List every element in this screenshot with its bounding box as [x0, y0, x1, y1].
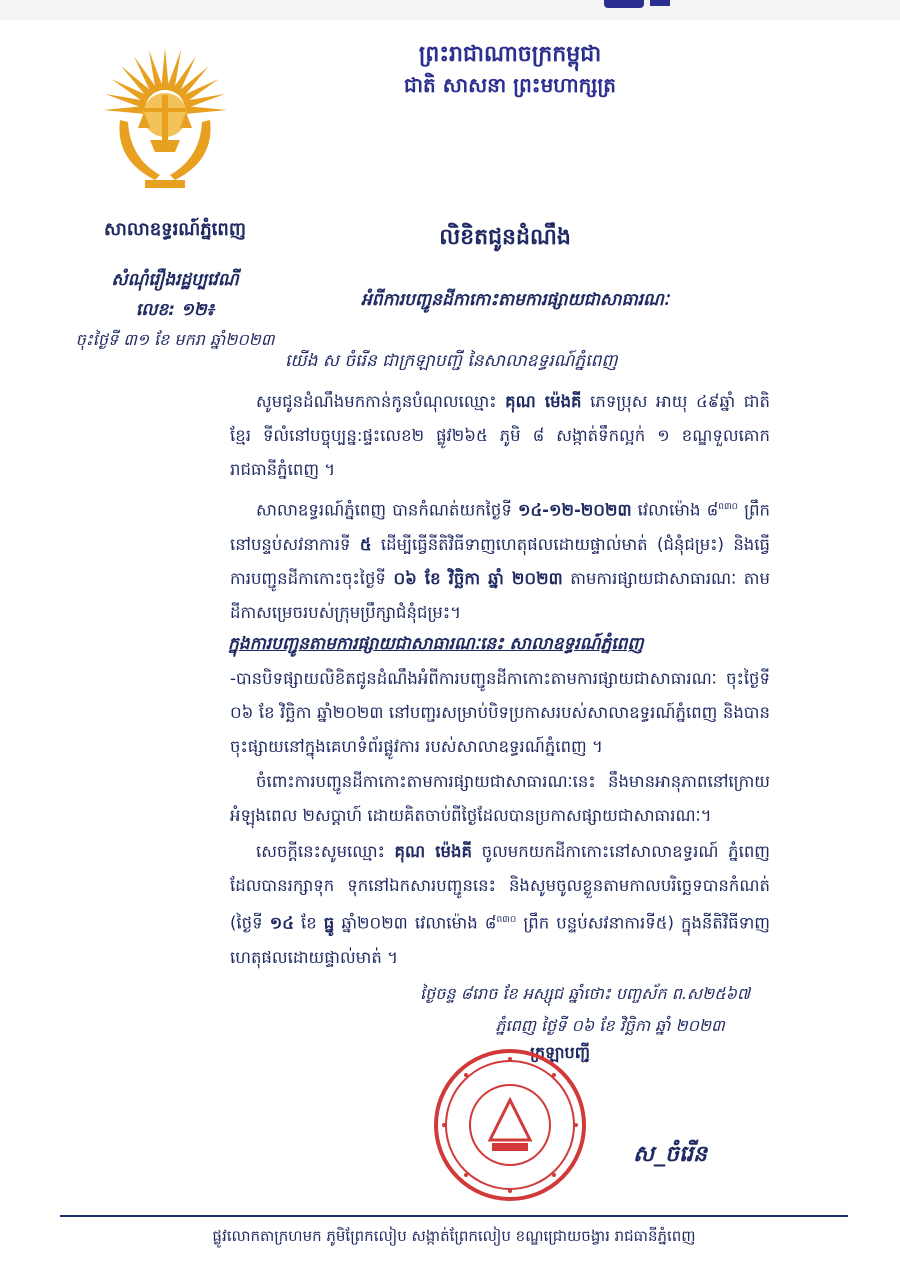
p5-text-d: ឆ្នាំ២០២៣ វេលាម៉ោង ៨ [334, 913, 497, 933]
p1-text-a: សូមជូនដំណឹងមកកាន់កូនបំណុលឈ្មោះ [256, 392, 506, 411]
p2-text-e: តាមការផ្សាយជាសាធារណៈ តាមដីកាសម្រេចរបស់ក្រុមប្រឹក្សាជំនុំជម្រះ។ [230, 568, 770, 622]
lunar-date: ថ្ងៃចន្ទ ៨រោច ខែ អស្សុជ ឆ្នាំថោះ បញ្ចស័ក ព.ស២៥៦៧ [420, 984, 751, 1003]
document-title: លិខិតជូនដំណឹង [439, 225, 571, 250]
paragraph-posting: -បានបិទផ្សាយលិខិតជូនដំណឹងអំពីការបញ្ជូនដីកាកោះតាមការផ្សាយជាសាធារណៈ ចុះថ្ងៃទី ០៦ ខែ វិច្ឆិកា ឆ្នាំ២០២៣ នៅបញ្ជរសម្រាប់បិទប្រកាសរបស់សាលាឧទ្ធរណ៍ភ្នំពេញ និងបានចុះផ្សាយនៅក្នុងគេហទំព័រផ្លូវការ របស់សាលាឧទ្ធរណ៍ភ្នំពេញ ។ [230, 669, 770, 756]
p2-text-a: សាលាឧទ្ធរណ៍ភ្នំពេញ បានកំណត់យកថ្ងៃទី [256, 500, 518, 520]
p2-hearing-date: ១៤-១២-២០២៣ [517, 500, 632, 520]
p5-text-e: ព្រឹក បន្ទប់សវនាការទី៥) ក្នុងនីតិវិធីទាញហេតុផលដោយផ្ទាល់មាត់ ។ [230, 913, 770, 967]
p5-text-c: ខែ [293, 913, 324, 933]
place-date: ភ្នំពេញ ថ្ងៃទី ០៦ ខែ វិច្ឆិកា ឆ្នាំ ២០២៣ [495, 1016, 725, 1035]
p2-room: ៥ [359, 534, 372, 554]
p2-time-sup: ព៣០ [718, 502, 739, 512]
p5-day: ១៤ [269, 913, 294, 933]
signature-name: ស_ចំរើន [633, 1142, 707, 1167]
issuer-block [70, 215, 280, 245]
paragraph-notice [230, 385, 770, 487]
p1-debtor-name: គុណ ម៉េងគី [505, 392, 582, 411]
issuer-date: ចុះថ្ងៃទី ៣១ ខែ មករា ឆ្នាំ២០២៣ [75, 330, 275, 349]
footer-address: ផ្លូវលោកតាក្រហមក ភូមិព្រែកលៀប សង្កាត់ព្រែកលៀប ខណ្ឌជ្រោយចង្វារ រាជធានីភ្នំពេញ [212, 1227, 696, 1245]
p5-text-a: សេចក្តីនេះសូមឈ្មោះ [256, 842, 395, 861]
issuer-details [70, 265, 280, 355]
document-subject: អំពីការបញ្ជូនដីកាកោះតាមការផ្សាយជាសាធារណៈ [360, 290, 669, 310]
signer-role: ក្រឡាបញ្ជី [530, 1043, 590, 1062]
p5-text-b: ចូលមកយកដីកាកោះនៅសាលាឧទ្ធរណ៍ ភ្នំពេញដែលបានរក្សាទុក ទុកនៅឯកសារបញ្ជូននេះ និងសូមចូលខ្លួនតាមកាលបរិច្ឆេទបានកំណត់ (ថ្ងៃទី [230, 842, 770, 933]
kingdom-motto: ជាតិ សាសនា ព្រះមហាក្សត្រ [404, 73, 616, 97]
salutation: យើង ស ចំរើន ជាក្រឡាបញ្ជី នៃសាលាឧទ្ធរណ៍ភ្នំពេញ [285, 351, 618, 371]
section-heading: ក្នុងការបញ្ជូនតាមការផ្សាយជាសាធារណៈនេះ សាលាឧទ្ធរណ៍ភ្នំពេញ [228, 634, 644, 654]
court-emblem-icon [100, 40, 230, 200]
p1-text-b: ភេទប្រុស អាយុ ៤៩ឆ្នាំ ជាតិខ្មែរ ទីលំនៅបច្ចុប្បន្ន:ផ្ទះលេខ២ ផ្លូវ២៦៥ ភូមិ ៨ សង្កាត់ទឹកល្អក់ ១ ខណ្ឌទួលគោក រាជធានីភ្នំពេញ ។ [230, 392, 770, 479]
paragraph-summons [230, 835, 770, 975]
paragraph-hearing [230, 490, 770, 630]
p2-text-c: ព្រឹក នៅបន្ទប់សវនាការទី [230, 500, 771, 554]
kingdom-header [360, 40, 660, 100]
p2-text-b: វេលាម៉ោង ៨ [631, 500, 719, 520]
p2-text-d: ដើម្បីធ្វើនីតិវិធីទាញហេតុផលដោយផ្ទាល់មាត់ (ជំនុំជម្រះ) និងធ្វើការបញ្ជូនដីកាកោះចុះថ្ងៃទី [230, 534, 770, 588]
top-edge-strip [0, 0, 900, 20]
p5-time-sup: ព៣០ [496, 915, 517, 925]
p5-month: ធ្នូ [323, 913, 335, 933]
paragraph-effect: ចំពោះការបញ្ជូនដីកាកោះតាមការផ្សាយជាសាធារណៈនេះ នឹងមានអានុភាពនៅក្រោយអំឡុងពេល ២សប្តាហ៍ ដោយគិតចាប់ពីថ្ងៃដែលបានប្រកាសផ្សាយជាសាធារណៈ។ [230, 772, 770, 825]
issuer-department: សំណុំរឿងរដ្ឋប្បវេណី [111, 270, 239, 290]
kingdom-title: ព្រះរាជាណាចក្រកម្ពុជា [418, 42, 602, 67]
official-seal-icon [430, 1045, 590, 1205]
p5-debtor-name: គុណ ម៉េងគី [394, 842, 472, 861]
top-edge-mark-2 [650, 0, 670, 6]
issuer-institution: សាលាឧទ្ធរណ៍ភ្នំពេញ [104, 219, 246, 240]
p2-summons-date: ០៦ ខែ វិច្ឆិកា ឆ្នាំ ២០២៣ [393, 568, 563, 588]
issuer-number: លេខ: ១២៖ [135, 300, 215, 320]
footer-divider [60, 1215, 848, 1217]
top-edge-mark [604, 0, 644, 8]
